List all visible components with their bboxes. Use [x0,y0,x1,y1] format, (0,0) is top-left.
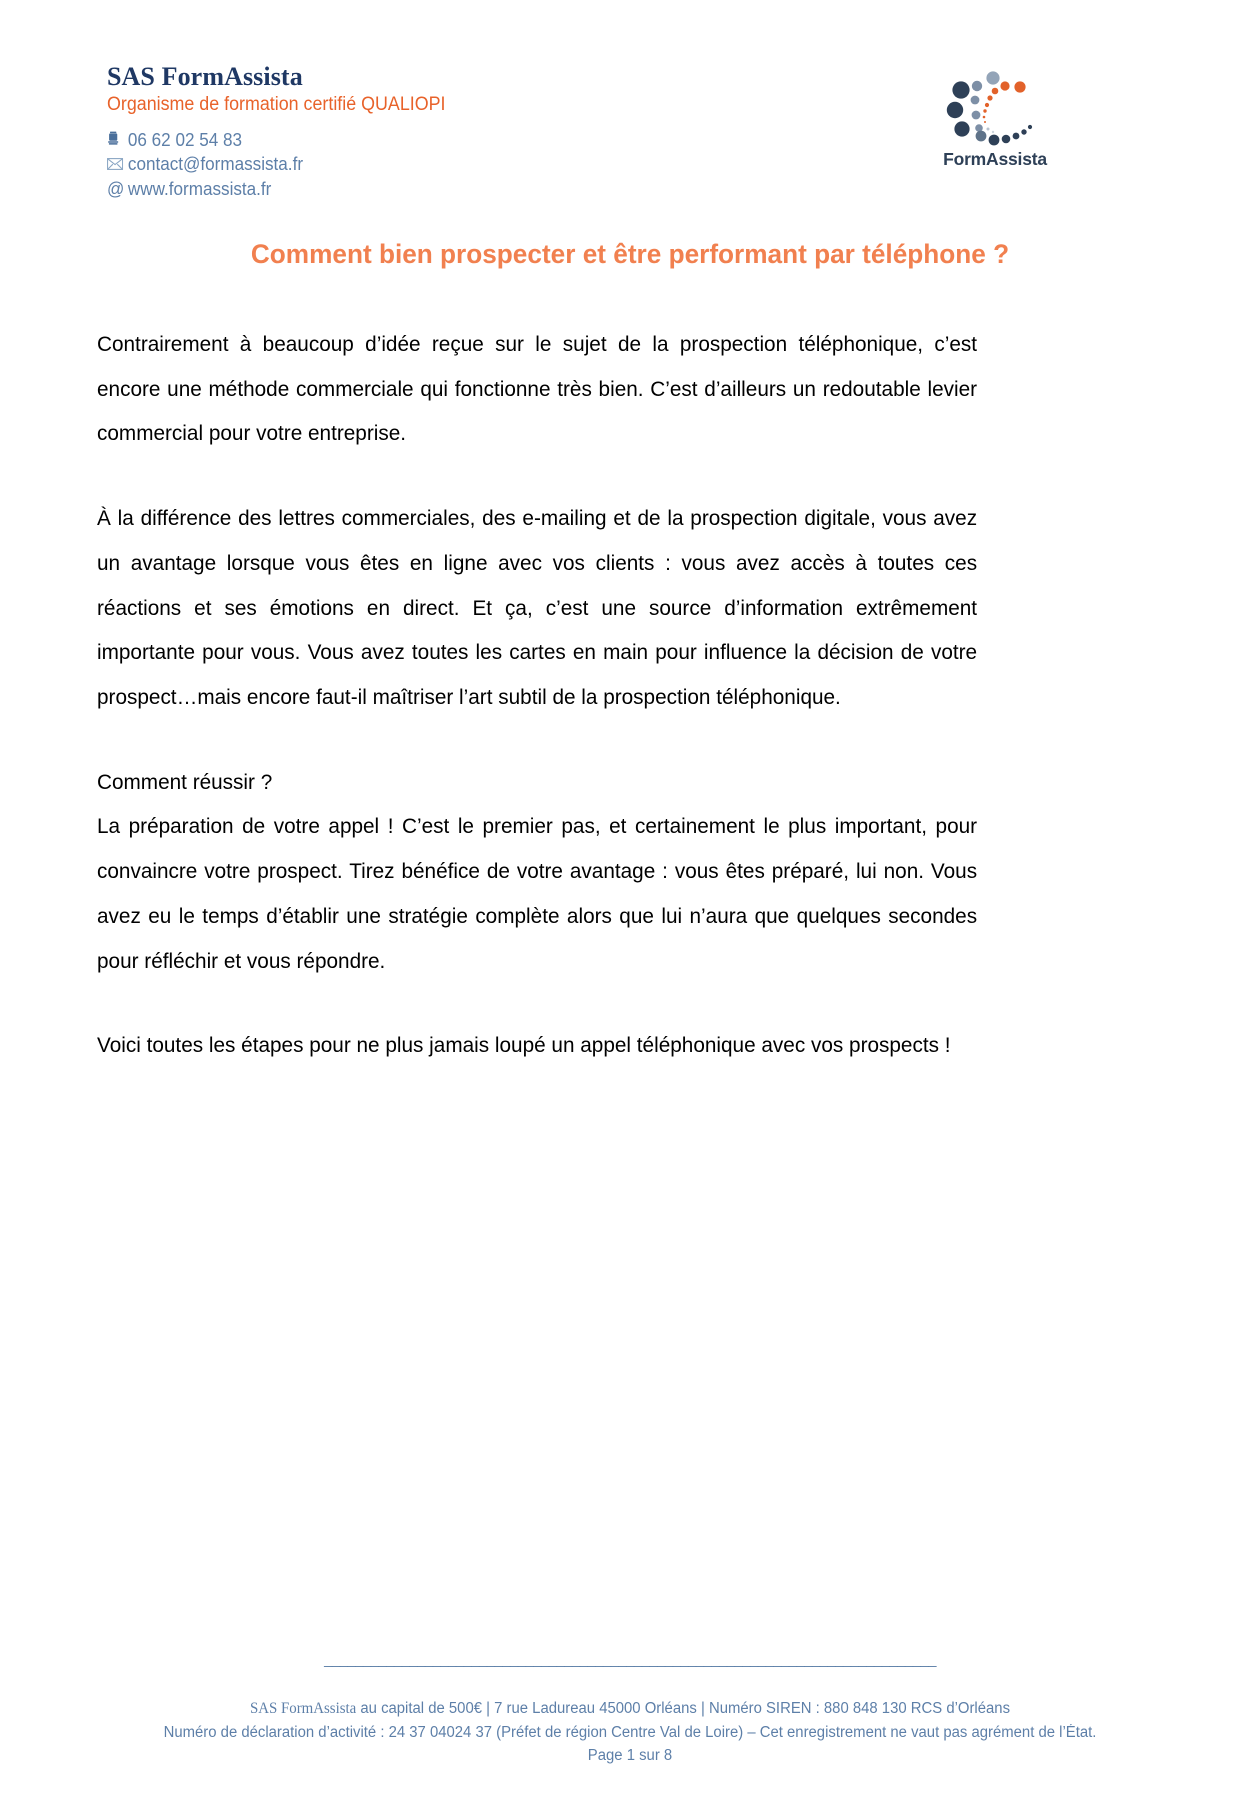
contact-website [107,177,449,201]
company-tagline: Organisme de formation certifié QUALIOPI [107,94,446,116]
paragraph-spacer [97,484,1009,496]
footer-page-number: Page 1 sur 8 [587,1747,673,1765]
contact-email-text: contact@formassista.fr [127,154,304,175]
section-heading-comment-reussir: Comment réussir ? [97,769,273,794]
contact-list [107,128,467,201]
document-footer [0,1652,1260,1768]
logo-wordmark: FormAssista [943,149,1047,169]
header-contact-block [107,62,467,201]
paragraph-spacer [97,1011,1009,1023]
footer-legal-line-2: Numéro de déclaration d’activité : 24 37 04024 37 (Préfet de région Centre Val de Loire) – Cet enregistrement ne vaut pas agrément de l’État. [163,1723,1097,1741]
company-logo [900,62,1090,170]
contact-website-text: www.formassista.fr [127,178,272,199]
phone-icon [107,131,128,152]
footer-company-name: SAS FormAssista [249,1700,357,1718]
page-title: Comment bien prospecter et être performant par téléphone ? [250,239,1010,269]
contact-phone-text: 06 62 02 54 83 [127,129,243,150]
footer-legal-rest: au capital de 500€ | 7 rue Ladureau 45000 Orléans | Numéro SIREN : 880 848 130 RCS d’Orléans [356,1700,1011,1718]
contact-email [107,152,449,176]
paragraph-closing: Voici toutes les étapes pour ne plus jamais loupé un appel téléphonique avec vos prospects ! [97,1033,951,1058]
at-sign-icon: @ [107,178,125,199]
contact-phone [107,128,449,152]
document-header [0,62,1260,202]
paragraph-difference: À la différence des lettres commerciales, des e-mailing et de la prospection digitale, vous avez un avantage lorsque vous êtes en ligne avec vos clients : vous avez accès à toutes ces réactions et ses émotions en direct. Et ça, c’est une source d’information extrêmement importante pour vous. Vous avez toutes les cartes en main pour influence la décision de votre prospect…mais encore faut-il maîtriser l’art subtil de la prospection téléphonique. [97,506,978,710]
footer-legal-line-1 [25,1697,1235,1721]
footer-divider: _______________________________________________________________________________ [324,1652,936,1668]
document-body [97,322,1009,1096]
company-name: SAS FormAssista [107,62,303,91]
paragraph-intro: Contrairement à beaucoup d’idée reçue sur le sujet de la prospection téléphonique, c’est encore une méthode commerciale qui fonctionne très bien. C’est d’ailleurs un redoutable levier commercial pour votre entreprise. [97,332,978,446]
formassista-logo-icon [940,66,1050,148]
paragraph-preparation: La préparation de votre appel ! C’est le premier pas, et certainement le plus important, pour convaincre votre prospect. Tirez bénéfice de votre avantage : vous êtes préparé, lui non. Vous avez eu le temps d’établir une stratégie complète alors que lui n’aura que quelques secondes pour réfléchir et vous répondre. [97,814,978,973]
envelope-icon [107,155,128,176]
paragraph-spacer [97,748,1009,760]
